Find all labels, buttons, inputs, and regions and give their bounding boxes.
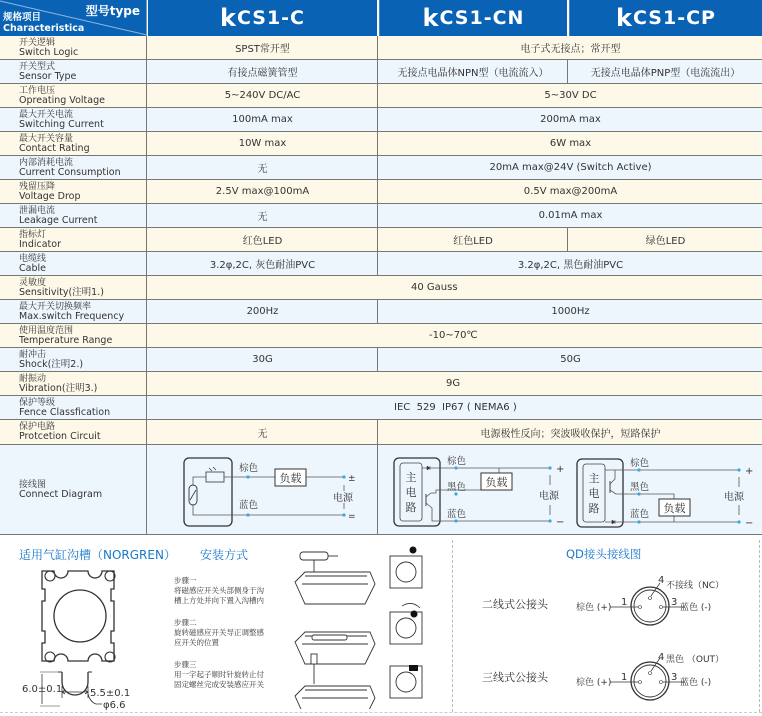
model-name: CS1-CN: [439, 7, 525, 29]
model-prefix: k: [422, 4, 440, 32]
svg-text:棕色 (+): 棕色 (+): [576, 603, 612, 613]
svg-text:负载: 负载: [279, 472, 302, 485]
cell-cs1-cn-cp: 电子式无接点；常开型: [520, 44, 621, 55]
row-label-en: Indicator: [19, 238, 61, 250]
table-row: [0, 324, 762, 348]
svg-text:3: 3: [671, 597, 678, 608]
row-label: [0, 180, 147, 203]
row-label-en: Leakage Current: [19, 214, 98, 226]
svg-text:蓝色 (-): 蓝色 (-): [680, 678, 712, 688]
row-label-en: Voltage Drop: [19, 190, 81, 202]
svg-text:不接线（NC）: 不接线（NC）: [666, 581, 725, 591]
row-label-en: Shock(注明2.): [19, 358, 84, 370]
installation-steps-illustration-icon: [290, 544, 450, 709]
svg-text:路: 路: [588, 502, 600, 515]
cell-cs1-cn-cp: 5~30V DC: [544, 90, 597, 101]
groove-title: 适用气缸沟槽（NORGREN）: [19, 548, 176, 562]
cell-cs1-cn-cp: 0.5V max@200mA: [523, 186, 618, 197]
table-row: [0, 36, 762, 60]
svg-text:6.0±0.1: 6.0±0.1: [22, 684, 63, 695]
cell-cs1-c: 红色LED: [148, 228, 378, 251]
row-label: [0, 300, 147, 323]
row-label-cn: 残留压降: [19, 181, 56, 192]
row-label-en: Cable: [19, 262, 46, 274]
svg-text:黑色 （OUT）: 黑色 （OUT）: [666, 655, 725, 665]
row-label-cn: 指标灯: [19, 229, 47, 240]
table-row: [0, 372, 762, 396]
header-char-cn: 规格项目: [3, 12, 42, 23]
svg-text:负载: 负载: [663, 502, 686, 515]
cell-cs1-c: 无: [148, 204, 378, 227]
svg-text:蓝色: 蓝色: [447, 509, 467, 520]
cell-cs1-cp: 绿色LED: [645, 236, 686, 247]
row-label-cn: 耐冲击: [19, 349, 47, 360]
model-prefix: k: [616, 4, 633, 32]
svg-text:电源: 电源: [539, 491, 559, 502]
row-label: [0, 396, 147, 419]
svg-text:蓝色 (-): 蓝色 (-): [680, 603, 712, 613]
cell-cs1-c: 5~240V DC/AC: [148, 84, 378, 107]
cell-cs1-cn-cp: 3.2φ,2C, 黑色耐油PVC: [517, 260, 624, 271]
row-label: [0, 252, 147, 275]
cell-cs1-cn-cp: 1000Hz: [551, 306, 590, 317]
cell-cs1-c: SPST常开型: [148, 36, 378, 59]
table-row: [0, 228, 762, 252]
model-prefix: k: [220, 4, 237, 32]
row-label-cn: 保护等级: [19, 397, 56, 408]
row-label: [0, 348, 147, 371]
svg-text:4: 4: [658, 652, 665, 663]
svg-text:蓝色: 蓝色: [630, 509, 650, 520]
cell-cs1-cn-cp: 200mA max: [540, 114, 601, 125]
header-type-label: 型号type: [85, 4, 140, 18]
row-label-cn: 工作电压: [19, 85, 56, 96]
npn-pnp-wiring-icon: [379, 445, 762, 535]
row-label-en: Temperature Range: [19, 334, 113, 346]
table-row: [0, 204, 762, 228]
svg-text:主: 主: [588, 472, 600, 485]
section-divider: [0, 712, 762, 713]
svg-text:4: 4: [658, 575, 665, 586]
row-label-en: Opreating Voltage: [19, 94, 105, 106]
svg-text:棕色: 棕色: [239, 463, 259, 474]
row-label: [0, 372, 147, 395]
svg-text:黑色: 黑色: [447, 482, 467, 493]
row-label: [0, 156, 147, 179]
table-row: [0, 420, 762, 445]
svg-text:5.5±0.1: 5.5±0.1: [90, 688, 131, 699]
diagram-cs1-c: [148, 445, 378, 534]
reed-switch-wiring-icon: [148, 445, 378, 535]
table-row: [0, 60, 762, 84]
install-step-1: [174, 576, 264, 606]
step-text: 将磁感应开关头部侧身于沟: [174, 586, 264, 595]
row-label: [0, 276, 147, 299]
svg-text:±: ±: [348, 474, 356, 484]
cell-cs1-cp: 无接点电晶体PNP型（电流流出）: [590, 68, 741, 79]
model-name: CS1-C: [236, 7, 305, 29]
row-label-cn: 开关型式: [19, 61, 56, 72]
cell-cs1-cn-cp: 电源极性反向；突波吸收保护，短路保护: [480, 428, 661, 440]
row-label-en: Vibration(注明3.): [19, 382, 98, 394]
svg-text:−: −: [556, 517, 565, 528]
step-title: 步骤三: [174, 660, 197, 669]
row-label-cn: 耐振动: [19, 373, 47, 384]
svg-text:路: 路: [405, 501, 417, 514]
cell-all-models: 40 Gauss: [411, 282, 458, 293]
cell-cs1-c: 10W max: [148, 132, 378, 155]
cell-cs1-c: 30G: [148, 348, 378, 371]
qd-title: QD接头接线图: [566, 547, 642, 561]
cell-cs1-c: 无: [148, 156, 378, 179]
cell-cs1-c: 2.5V max@100mA: [148, 180, 378, 203]
qd-connector-pinout-icon: [570, 574, 755, 704]
row-label-cn: 使用温度范围: [19, 325, 74, 336]
cell-cs1-c: 3.2φ,2C, 灰色耐油PVC: [148, 252, 378, 275]
svg-text:+: +: [745, 466, 754, 477]
table-row: [0, 156, 762, 180]
step-title: 步骤一: [174, 576, 197, 585]
svg-text:蓝色: 蓝色: [239, 500, 259, 511]
row-label: [0, 324, 147, 347]
qd-2wire-label: 二线式公接头: [482, 598, 548, 611]
row-label-cn: 泄漏电流: [19, 205, 56, 216]
step-title: 步骤二: [174, 618, 197, 627]
row-label-cn: 最大开关电流: [19, 109, 74, 120]
row-label-cn: 最大开关容量: [19, 133, 74, 144]
install-step-3: [174, 660, 264, 690]
svg-text:1: 1: [621, 597, 628, 608]
row-label-en: Max.switch Frequency: [19, 310, 125, 322]
cell-cs1-cn-cp: 0.01mA max: [538, 210, 603, 221]
cell-all-models: -10~70℃: [429, 330, 478, 341]
row-label: [0, 420, 147, 444]
svg-text:1: 1: [621, 672, 628, 683]
svg-text:3: 3: [671, 672, 678, 683]
cell-cs1-cn-cp: 20mA max@24V (Switch Active): [489, 162, 652, 173]
row-label: [0, 228, 147, 251]
table-row: [0, 396, 762, 420]
cell-cs1-cn: 无接点电晶体NPN型（电流流入）: [379, 60, 568, 83]
row-label-cn: 接线图: [19, 479, 47, 490]
cell-all-models: 9G: [446, 378, 461, 389]
svg-text:−: −: [745, 518, 754, 529]
row-label-en: Fence Classfication: [19, 406, 111, 418]
step-text: 槽上方处并向下置入沟槽内: [174, 596, 264, 605]
svg-text:棕色 (+): 棕色 (+): [576, 678, 612, 688]
row-label-cn: 灵敏度: [19, 277, 47, 288]
svg-text:棕色: 棕色: [630, 458, 650, 469]
table-row: [0, 348, 762, 372]
step-text: 固定螺丝完成安装感应开关: [174, 680, 264, 689]
table-row: [0, 180, 762, 204]
step-text: 旋转磁感应开关导正调整感: [174, 628, 264, 637]
row-label-cn: 开关逻辑: [19, 37, 56, 48]
header-char-en: Characteristica: [3, 23, 85, 34]
cell-cs1-c: 200Hz: [148, 300, 378, 323]
row-label-en: Switching Current: [19, 118, 104, 130]
svg-text:电: 电: [405, 486, 417, 499]
table-row: [0, 132, 762, 156]
row-label-cn: 保护电路: [19, 422, 56, 432]
table-row: [0, 84, 762, 108]
svg-text:负载: 负载: [485, 476, 508, 489]
connect-diagram-row: [0, 445, 762, 535]
row-label: [0, 36, 147, 59]
row-label: [0, 60, 147, 83]
svg-text:电: 电: [588, 487, 600, 500]
diagram-cs1-cn-cp: [379, 445, 762, 534]
model-header-cs1-cp: [569, 0, 762, 36]
row-label-en: Contact Rating: [19, 142, 90, 154]
svg-text:棕色: 棕色: [447, 456, 467, 467]
svg-text:φ6.6: φ6.6: [103, 700, 126, 711]
groove-dimension-icon: [0, 666, 160, 714]
svg-text:+: +: [556, 464, 565, 475]
row-label: [0, 108, 147, 131]
row-label-cn: 最大开关切换频率: [19, 301, 92, 312]
row-label-cn: 内部消耗电流: [19, 157, 74, 168]
row-label-en: Sensitivity(注明1.): [19, 286, 104, 298]
cell-cs1-c: 无: [148, 420, 378, 444]
qd-3wire-label: 三线式公接头: [482, 671, 548, 684]
svg-text:主: 主: [405, 471, 417, 484]
cell-cs1-cn-cp: 6W max: [549, 138, 592, 149]
row-label-en: Current Consumption: [19, 166, 121, 178]
step-text: 用一字起子顺时针旋转止付: [174, 670, 264, 679]
row-label-en: Switch Logic: [19, 46, 79, 58]
svg-text:电源: 电源: [333, 493, 353, 504]
row-label-en: Sensor Type: [19, 70, 77, 82]
header-corner: [0, 0, 147, 36]
row-label: [0, 132, 147, 155]
row-label: [0, 84, 147, 107]
model-name: CS1-CP: [633, 7, 716, 29]
table-row: [0, 252, 762, 276]
table-row: [0, 276, 762, 300]
install-title: 安装方式: [200, 548, 249, 562]
step-text: 应开关的位置: [174, 638, 219, 647]
bottom-section: [0, 536, 762, 714]
row-label-en: Connect Diagram: [19, 488, 103, 500]
row-label-cn: 电缆线: [19, 253, 47, 264]
row-label: [0, 204, 147, 227]
section-divider: [759, 540, 760, 712]
svg-text:黑色: 黑色: [630, 482, 650, 493]
row-label-en: Protcetion Circuit: [19, 431, 101, 442]
svg-text:=: =: [348, 512, 356, 522]
model-header-cs1-c: [148, 0, 377, 36]
model-header-cs1-cn: [379, 0, 567, 36]
table-row: [0, 300, 762, 324]
section-divider: [452, 540, 453, 712]
cell-cs1-cn: 红色LED: [379, 228, 568, 251]
cell-all-models: IEC 529 IP67 ( NEMA6 ): [394, 402, 517, 413]
install-step-2: [174, 618, 264, 648]
svg-text:电源: 电源: [724, 492, 744, 503]
cell-cs1-c: 有接点磁簧管型: [148, 60, 378, 83]
cell-cs1-cn-cp: 50G: [560, 354, 581, 365]
table-row: [0, 108, 762, 132]
cell-cs1-c: 100mA max: [148, 108, 378, 131]
row-label: [0, 445, 147, 534]
